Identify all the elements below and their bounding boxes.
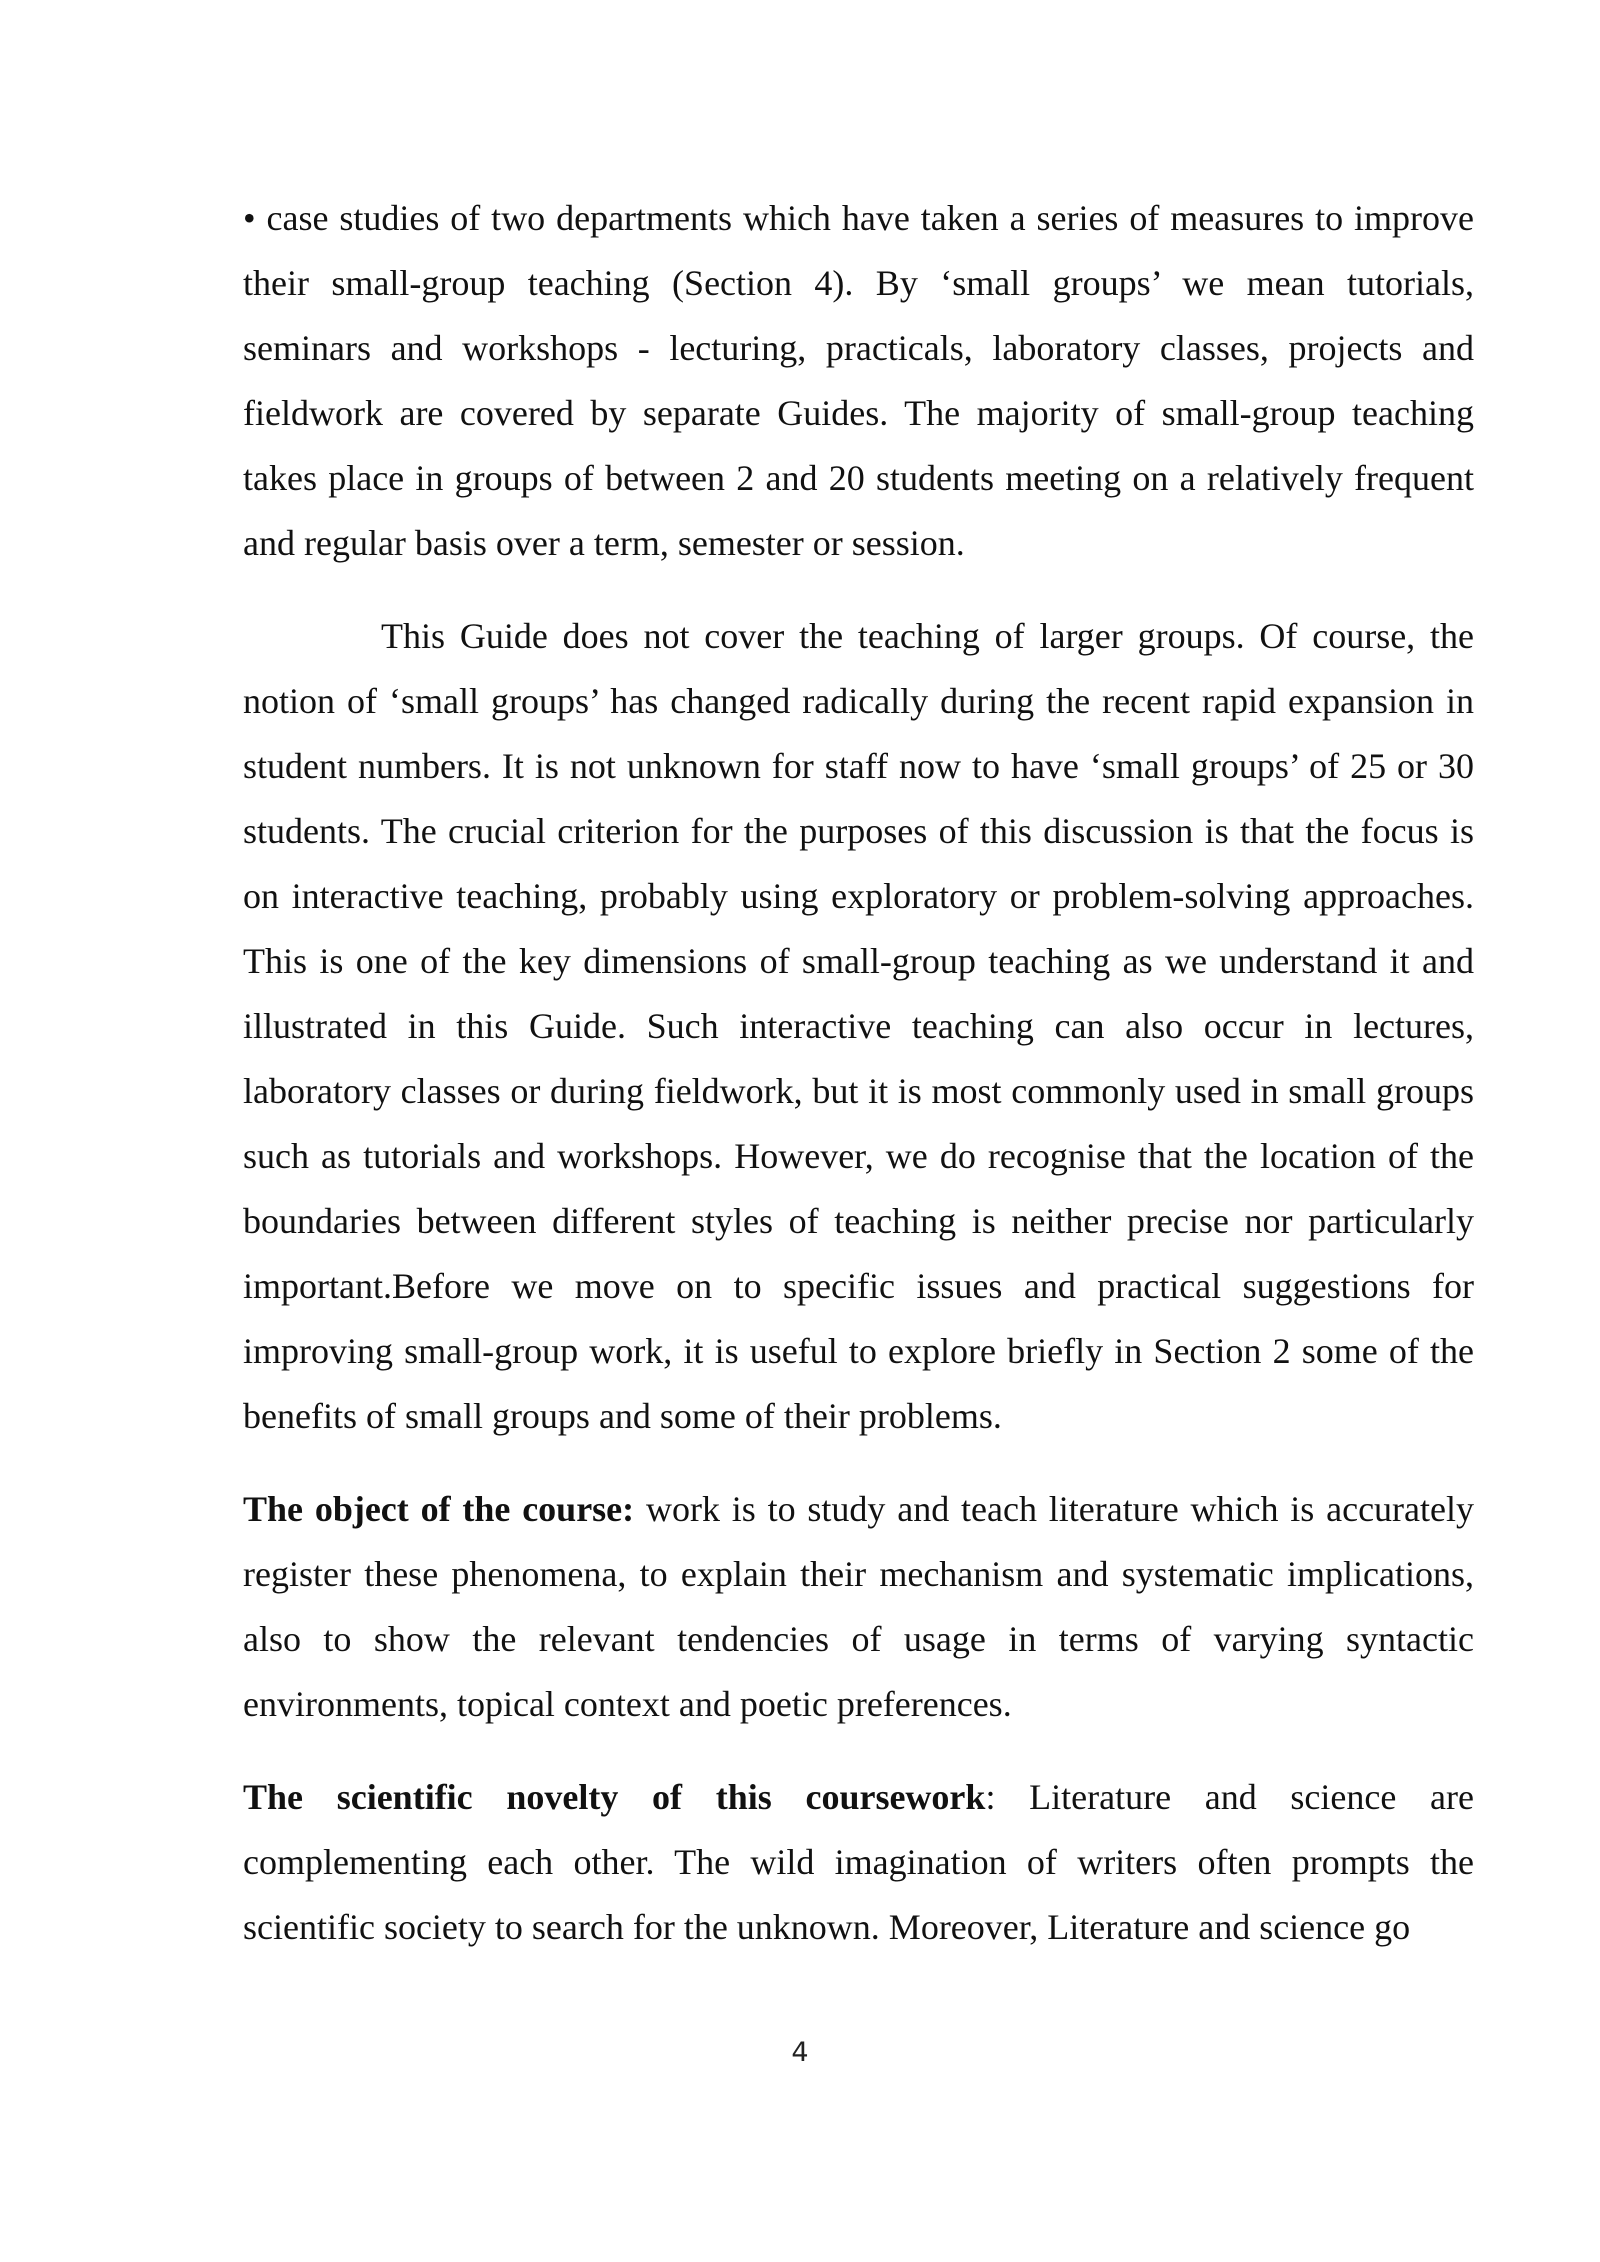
paragraph-text: work is to study and teach literature which is accurately register these phenomena, to explain their mechanism and systematic implications, also to show the relevant tendencies of usage in terms of varying syntactic environments, topical context and poetic preferences. bbox=[243, 1489, 1474, 1724]
paragraph-course-object bbox=[243, 1477, 1474, 1737]
paragraph-text: • case studies of two departments which have taken a series of measures to improve their small-group teaching (Section 4). By ‘small groups’ we mean tutorials, seminars and workshops - lecturing, practicals, laboratory classes, projects and fieldwork are covered by separate Guides. The majority of small-group teaching takes place in groups of between 2 and 20 students meeting on a relatively frequent and regular basis over a term, semester or session. bbox=[243, 198, 1474, 563]
page-number: 4 bbox=[791, 2037, 809, 2068]
paragraph-text: This Guide does not cover the teaching of larger groups. Of course, the notion of ‘small groups’ has changed radically during the recent rapid expansion in student numbers. It is not unknown for staff now to have ‘small groups’ of 25 or 30 students. The crucial criterion for the purposes of this discussion is that the focus is on interactive teaching, probably using exploratory or problem-solving approaches. This is one of the key dimensions of small-group teaching as we understand it and illustrated in this Guide. Such interactive teaching can also occur in lectures, laboratory classes or during fieldwork, but it is most commonly used in small groups such as tutorials and workshops. However, we do recognise that the location of the boundaries between different styles of teaching is neither precise nor particularly important.Before we move on to specific issues and practical suggestions for improving small-group work, it is useful to explore briefly in Section 2 some of the benefits of small groups and some of their problems. bbox=[243, 616, 1474, 1436]
body-text bbox=[243, 186, 1474, 1988]
paragraph-text: : Literature and science are complementing each other. The wild imagination of writers often prompts the scientific society to search for the unknown. Moreover, Literature and science go bbox=[243, 1777, 1474, 1947]
paragraph-guide-scope bbox=[243, 604, 1474, 1449]
paragraph-scientific-novelty bbox=[243, 1765, 1474, 1960]
paragraph-heading: The object of the course: bbox=[243, 1489, 635, 1529]
paragraph-case-studies bbox=[243, 186, 1474, 576]
paragraph-heading: The scientific novelty of this coursework bbox=[243, 1777, 986, 1817]
